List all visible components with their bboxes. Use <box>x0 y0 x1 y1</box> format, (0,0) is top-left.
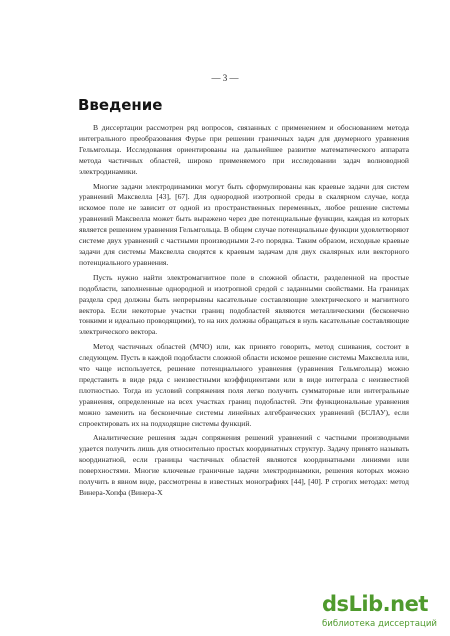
paragraph-2: Многие задачи электродинамики могут быть сформулированы как краевые задачи для систем уравнений Максвелла [43], [67]. Для однородной изотропной среды в скалярном случае, когда искомое поле не зависит от одной из пространственных переменных, любое решение системы уравнений Максвелла может быть выражено через две потенциальные функции, каждая из которых является решением уравнения Гельмгольца. В общем случае потенциальные функции удовлетворяют системе двух уравнений с частными производными 2-го порядка. Таким образом, исходные краевые задачи для системы Максвелла сводятся к краевым задачам для двух скалярных или векторного потенциального уравнения. <box>79 181 409 267</box>
paragraph-5: Аналитические решения задач сопряжения решений уравнений с частными производными удается получить лишь для относительно простых координатных структур. Задачу принято называть координатной, если границы частичных областей являются координатными линиями или поверхностями. Многие ключевые граничные задачи электродинамики, решения которых можно получить в явном виде, рассмотрены в известных монографиях [44], [40]. Р строгих методах: метод Винера-Хопфа (Винера-Х <box>79 433 409 497</box>
paragraph-3: Пусть нужно найти электромагнитное поле в сложной области, разделенной на простые подобласти, заполненные однородной и изотропной средой с заданными свойствами. На границах раздела сред должны быть непрерывны касательные составляющие электрического и магнитного вектора. Если некоторые участки границ подобластей являются металлическими (бесконечно тонкими и идеально проводящими), то на них должны обращаться в нуль касательные составляющие электрического вектора. <box>79 272 409 337</box>
watermark-subtitle: библиотека диссертаций <box>322 619 438 629</box>
body-text <box>79 123 409 503</box>
watermark-logo: dsLib.net <box>322 592 428 616</box>
page-number: — 3 — <box>211 73 239 83</box>
section-heading: Введение <box>78 96 163 114</box>
paragraph-4: Метод частичных областей (МЧО) или, как принято говорить, метод сшивания, состоит в следующем. Пусть в каждой подобласти сложной области искомое решение системы Максвелла или, что чаще используется, решение потенциального уравнения (уравнения Гельмгольца) можно представить в виде ряда с неизвестными коэффициентами или в виде интеграла с неизвестной плотностью. Тогда из условий сопряжения поля легко получить сумматорные или интегральные уравнения, определенные на всех участках границ подобластей. Эти функциональные уравнения можно заменить на бесконечные системы линейных алгебраических уравнений (БСЛАУ), если спроектировать их на подходящие системы функций. <box>79 342 409 428</box>
dslib-watermark[interactable] <box>322 592 440 632</box>
paragraph-1: В диссертации рассмотрен ряд вопросов, связанных с применением и обоснованием метода интегрального преобразования Фурье при решении граничных задач для двумерного уравнения Гельмгольца. Исследования ориентированы на дальнейшее развитие математического аппарата метода частичных областей, широко применяемого при исследовании задач волноводной электродинамики. <box>79 123 409 176</box>
